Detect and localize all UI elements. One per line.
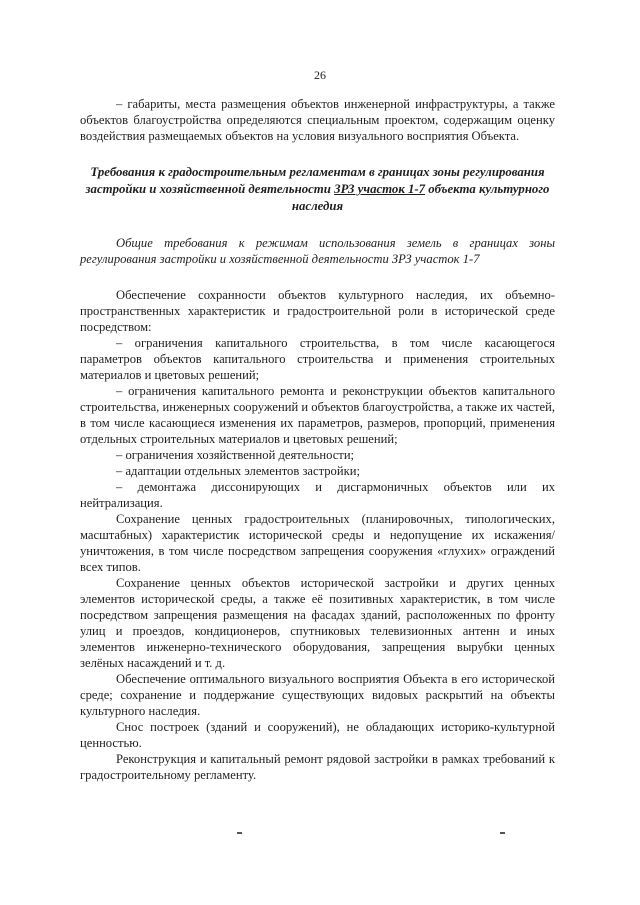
section-subheading: Общие требования к режимам использования земель в границах зоны регулирования застройки и хозяйственной деятельности ЗРЗ участок 1-7 xyxy=(80,236,555,266)
list-item-adaptation: – адаптации отдельных элементов застройки; xyxy=(116,464,360,478)
list-item-economic-limits: – ограничения хозяйственной деятельности; xyxy=(116,448,355,462)
document-body xyxy=(80,96,555,783)
paragraph-historic-buildings: Сохранение ценных объектов исторической застройки и других ценных элементов исторической среды, а также её позитивных характеристик, в том числе посредством запрещения размещения на фасадах зданий, расположенных по фронту улиц и проездов, кондиционеров, спутниковых телевизионных антенн и иных элементов инженерно-технического оборудования, запрещения вырубки ценных зелёных насаждений и т. д. xyxy=(80,576,555,670)
paragraph-preservation: Обеспечение сохранности объектов культурного наследия, их объемно-пространственных характеристик и градостроительной роли в исторической среде посредством: xyxy=(80,288,555,334)
list-item-repair-limits: – ограничения капитального ремонта и реконструкции объектов капитального строительства, инженерных сооружений и объектов благоустройства, а также их частей, в том числе касающиеся изменения их параметров, размеров, пропорций, применения отдельных строительных материалов и цветовых решений; xyxy=(80,384,555,446)
section-heading xyxy=(80,164,555,215)
list-item-construction-limits: – ограничения капитального строительства, в том числе касающегося параметров объектов капитального строительства и применения строительных материалов и цветовых решений; xyxy=(80,336,555,382)
heading-text-part1: Требования к градостроительным регламентам в границах зоны регулирования застройки и хозяйственной деятельности xyxy=(85,165,545,196)
heading-zone-label: ЗРЗ участок 1-7 xyxy=(334,182,426,196)
scan-mark-right xyxy=(500,832,505,834)
paragraph-demolition: Снос построек (зданий и сооружений), не обладающих историко-культурной ценностью. xyxy=(80,720,555,750)
heading-text-part2: объекта культурного наследия xyxy=(291,182,550,213)
scan-mark-left xyxy=(237,832,242,834)
scan-marks xyxy=(0,832,640,838)
paragraph-urban-characteristics: Сохранение ценных градостроительных (планировочных, типологических, масштабных) характеристик исторической среды и недопущение их искажения/уничтожения, в том числе посредством запрещения сооружения «глухих» ограждений всех типов. xyxy=(80,512,555,574)
list-item-dismantling: – демонтажа диссонирующих и дисгармоничных объектов или их нейтрализация. xyxy=(80,480,555,510)
paragraph-reconstruction: Реконструкция и капитальный ремонт рядовой застройки в рамках требований к градостроительному регламенту. xyxy=(80,752,555,782)
page-number: 26 xyxy=(314,68,326,82)
intro-paragraph: – габариты, места размещения объектов инженерной инфраструктуры, а также объектов благоустройства определяются специальным проектом, содержащим оценку воздействия размещаемых объектов на условия визуального восприятия Объекта. xyxy=(80,97,555,143)
paragraph-visual-perception: Обеспечение оптимального визуального восприятия Объекта в его исторической среде; сохранение и поддержание существующих видовых раскрытий на объекты культурного наследия. xyxy=(80,672,555,718)
